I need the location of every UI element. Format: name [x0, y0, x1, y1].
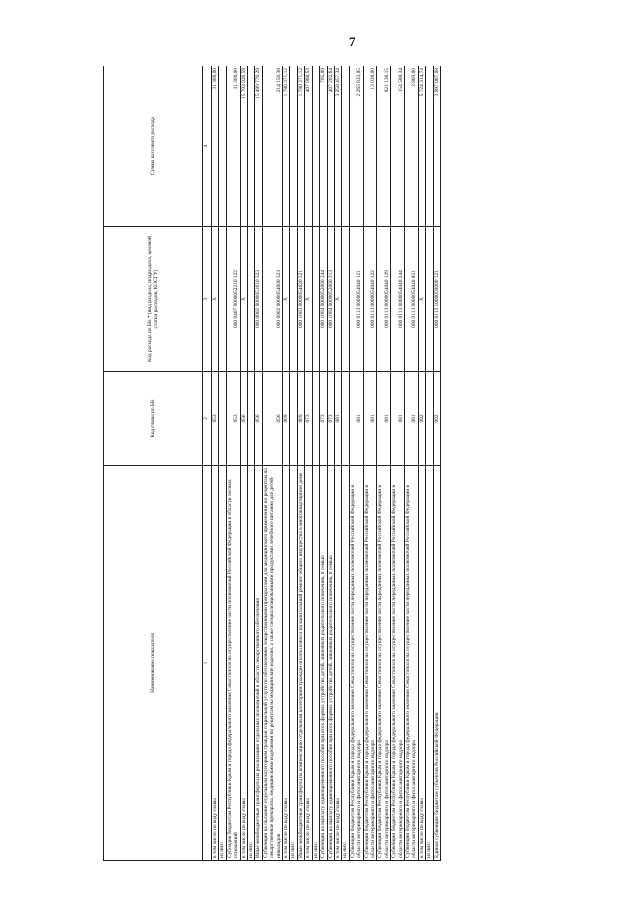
row-chapter-code-cell: 081	[404, 372, 418, 466]
row-bk-code-cell: 000 0902 0000054600 323	[262, 227, 282, 372]
row-chapter-code-cell: 092	[433, 372, 440, 466]
row-amount-cell: 705,89	[320, 66, 327, 227]
row-chapter-code-cell: 092	[418, 372, 425, 466]
row-name-cell: в том числе по коду главы	[283, 466, 290, 861]
column-number: 4	[203, 66, 212, 227]
row-chapter-code-cell: 053	[226, 372, 240, 466]
row-chapter-code-cell: 073	[327, 372, 334, 466]
row-chapter-code-cell: 073	[305, 372, 312, 466]
row-chapter-code-cell: 081	[349, 372, 363, 466]
row-bk-code-cell: 000 0113 0000054840 244	[391, 227, 405, 372]
row-name-cell: в том числе по коду главы	[240, 466, 247, 861]
row-name-cell: Субвенции на выплату единовременного пособия при всех формах устройства детей, лишенных родительского попечения, в семью	[327, 466, 334, 861]
table-row	[240, 66, 247, 861]
row-amount-cell: 407 968,53	[305, 66, 312, 227]
row-amount-cell: 214 150,30	[262, 66, 282, 227]
row-bk-code-cell: 000 1004 0000052600 313	[327, 227, 334, 372]
rotated-table-frame	[103, 66, 540, 861]
row-chapter-code-cell	[426, 372, 433, 466]
row-bk-code-cell: 000 0113 1000059000 121	[433, 227, 440, 372]
row-amount-cell: 31 300,00	[226, 66, 240, 227]
table-row	[404, 66, 418, 861]
row-chapter-code-cell: 053	[212, 372, 219, 466]
row-bk-code-cell	[342, 227, 349, 372]
row-chapter-code-cell: 073	[320, 372, 327, 466]
row-name-cell: Единая субвенция бюджетам субъектов Российской Федерации	[433, 466, 440, 861]
table-row	[433, 66, 440, 861]
table-row	[391, 66, 405, 861]
row-name-cell: Иные межбюджетные трансферты на компенсацию отдельным категориям граждан оплаты взноса на капитальный ремонт общего имущества в многоквартирном доме	[297, 466, 304, 861]
column-number: 3	[203, 227, 212, 372]
row-chapter-code-cell: 056	[240, 372, 247, 466]
row-chapter-code-cell	[290, 372, 297, 466]
row-amount-cell: 821 136,15	[377, 66, 391, 227]
row-amount-cell: 13 030,00	[363, 66, 377, 227]
table-row	[349, 66, 363, 861]
row-amount-cell	[312, 66, 319, 227]
table-row	[255, 66, 262, 861]
row-bk-code-cell: 000 0113 0000054840 122	[363, 227, 377, 372]
row-bk-code-cell: X	[334, 227, 341, 372]
row-chapter-code-cell	[342, 372, 349, 466]
row-name-cell: Субвенции на оказание отдельным категориям граждан социальной услуги по обеспечению лекарственными препаратами для медицинского применения по рецептам на лекарственные препараты, медицинскими изделиями по рецептам на медицинские изделия, а также специализированными продуктами лечебного питания для детей-инвалидов	[262, 466, 282, 861]
column-number: 2	[203, 372, 212, 466]
row-amount-cell: 3 869,00	[404, 66, 418, 227]
table-row	[320, 66, 327, 861]
row-amount-cell: 1 780 371,12	[283, 66, 290, 227]
row-amount-cell: 1 780 371,12	[297, 66, 304, 227]
header-chapter-code: Код главы по БК	[104, 372, 203, 466]
row-name-cell: в том числе по коду главы	[418, 466, 425, 861]
table-row	[248, 66, 255, 861]
table-row	[334, 66, 341, 861]
row-amount-cell	[426, 66, 433, 227]
header-amount: Сумма кассового расхода	[104, 66, 203, 227]
table-row	[219, 66, 226, 861]
row-chapter-code-cell: 069	[297, 372, 304, 466]
row-amount-cell	[290, 66, 297, 227]
row-name-cell: Субсидия бюджетам Республики Крым и города федерального значения Севастополя на осуществление части полномочий Российской Федерации в области лесных отношений	[226, 466, 240, 861]
row-chapter-code-cell: 081	[377, 372, 391, 466]
row-name-cell: Субвенции на выплату единовременного пособия при всех формах устройства детей, лишенных родительского попечения, в семью	[320, 466, 327, 861]
table-row	[342, 66, 349, 861]
row-name-cell: из них:	[426, 466, 433, 861]
row-bk-code-cell: X	[418, 227, 425, 372]
row-chapter-code-cell	[219, 372, 226, 466]
row-name-cell: Субвенции бюджетам Республики Крым и города федерального значения Севастополя на осуществление части переданных полномочий Российской Федерации в области ветеринарного и фитосанитарного надзора	[363, 466, 377, 861]
row-chapter-code-cell: 081	[334, 372, 341, 466]
row-amount-cell: 15 489 776,29	[255, 66, 262, 227]
table-row	[305, 66, 312, 861]
row-name-cell: Субвенции бюджетам Республики Крым и города федерального значения Севастополя на осуществление части переданных полномочий Российской Федерации в области ветеринарного и фитосанитарного надзора	[349, 466, 363, 861]
row-amount-cell	[219, 66, 226, 227]
row-name-cell: из них:	[248, 466, 255, 861]
row-chapter-code-cell: 056	[255, 372, 262, 466]
rotated-table-sheet	[103, 66, 540, 861]
row-bk-code-cell: X	[283, 227, 290, 372]
row-name-cell: Субвенции бюджетам Республики Крым и города федерального значения Севастополя на осуществление части переданных полномочий Российской Федерации в области ветеринарного и фитосанитарного надзора	[377, 466, 391, 861]
row-bk-code-cell: X	[240, 227, 247, 372]
row-bk-code-cell: 000 0113 0000054840 129	[377, 227, 391, 372]
table-row	[312, 66, 319, 861]
row-bk-code-cell	[219, 227, 226, 372]
table-row	[327, 66, 334, 861]
row-amount-cell: 407 262,64	[327, 66, 334, 227]
row-amount-cell: 3 997 067,08	[433, 66, 440, 227]
row-name-cell: в том числе по коду главы	[212, 466, 219, 861]
row-name-cell: из них:	[290, 466, 297, 861]
row-chapter-code-cell: 081	[363, 372, 377, 466]
row-bk-code-cell	[312, 227, 319, 372]
row-bk-code-cell: X	[212, 227, 219, 372]
row-bk-code-cell: X	[305, 227, 312, 372]
row-bk-code-cell: 000 1003 0000054620 321	[297, 227, 304, 372]
row-name-cell: Субвенции бюджетам Республики Крым и города федерального значения Севастополя на осуществление части переданных полномочий Российской Федерации в области ветеринарного и фитосанитарного надзора	[391, 466, 405, 861]
row-amount-cell: 5 724 314,74	[418, 66, 425, 227]
table-row	[377, 66, 391, 861]
table-row	[262, 66, 282, 861]
row-chapter-code-cell	[312, 372, 319, 466]
row-name-cell: из них:	[342, 466, 349, 861]
row-amount-cell: 15 703 926,59	[240, 66, 247, 227]
row-bk-code-cell: 000 0407 0000052210 122	[226, 227, 240, 372]
row-name-cell: в том числе по коду главы	[305, 466, 312, 861]
row-bk-code-cell: 000 0902 0000051610 323	[255, 227, 262, 372]
row-name-cell: в том числе по коду главы	[334, 466, 341, 861]
row-chapter-code-cell: 069	[283, 372, 290, 466]
row-bk-code-cell: 000 0113 0000054840 121	[349, 227, 363, 372]
table-row	[418, 66, 425, 861]
row-bk-code-cell	[290, 227, 297, 372]
page-number: 7	[349, 34, 356, 49]
row-amount-cell: 31 300,00	[212, 66, 219, 227]
table-row	[290, 66, 297, 861]
row-chapter-code-cell: 081	[391, 372, 405, 466]
expense-table	[103, 66, 441, 861]
row-amount-cell: 2 265 833,85	[349, 66, 363, 227]
row-name-cell: Иные межбюджетные трансферты на реализацию отдельных полномочий в области лекарственного обеспечения	[255, 466, 262, 861]
column-number: 1	[203, 466, 212, 861]
row-chapter-code-cell	[248, 372, 255, 466]
table-body	[212, 66, 441, 861]
row-bk-code-cell: 000 1004 0000052600 244	[320, 227, 327, 372]
table-row	[283, 66, 290, 861]
row-amount-cell	[248, 66, 255, 227]
table-row	[426, 66, 433, 861]
row-amount-cell	[342, 66, 349, 227]
table-row	[297, 66, 304, 861]
row-amount-cell: 3 258 457,34	[334, 66, 341, 227]
row-name-cell: из них:	[219, 466, 226, 861]
row-chapter-code-cell: 056	[262, 372, 282, 466]
row-bk-code-cell: 000 0113 0000054840 851	[404, 227, 418, 372]
table-row	[212, 66, 219, 861]
row-amount-cell: 154 588,34	[391, 66, 405, 227]
row-name-cell: Субвенции бюджетам Республики Крым и города федерального значения Севастополя на осуществление части переданных полномочий Российской Федерации в области ветеринарного и фитосанитарного надзора	[404, 466, 418, 861]
header-bk-code: Код расхода по БК * (вид раздела, подраздела, целевой статьи расходов, КОСГУ)	[104, 227, 203, 372]
table-row	[226, 66, 240, 861]
table-row	[363, 66, 377, 861]
row-bk-code-cell	[426, 227, 433, 372]
row-name-cell: из них:	[312, 466, 319, 861]
header-name: Наименование показателя	[104, 466, 203, 861]
row-bk-code-cell	[248, 227, 255, 372]
